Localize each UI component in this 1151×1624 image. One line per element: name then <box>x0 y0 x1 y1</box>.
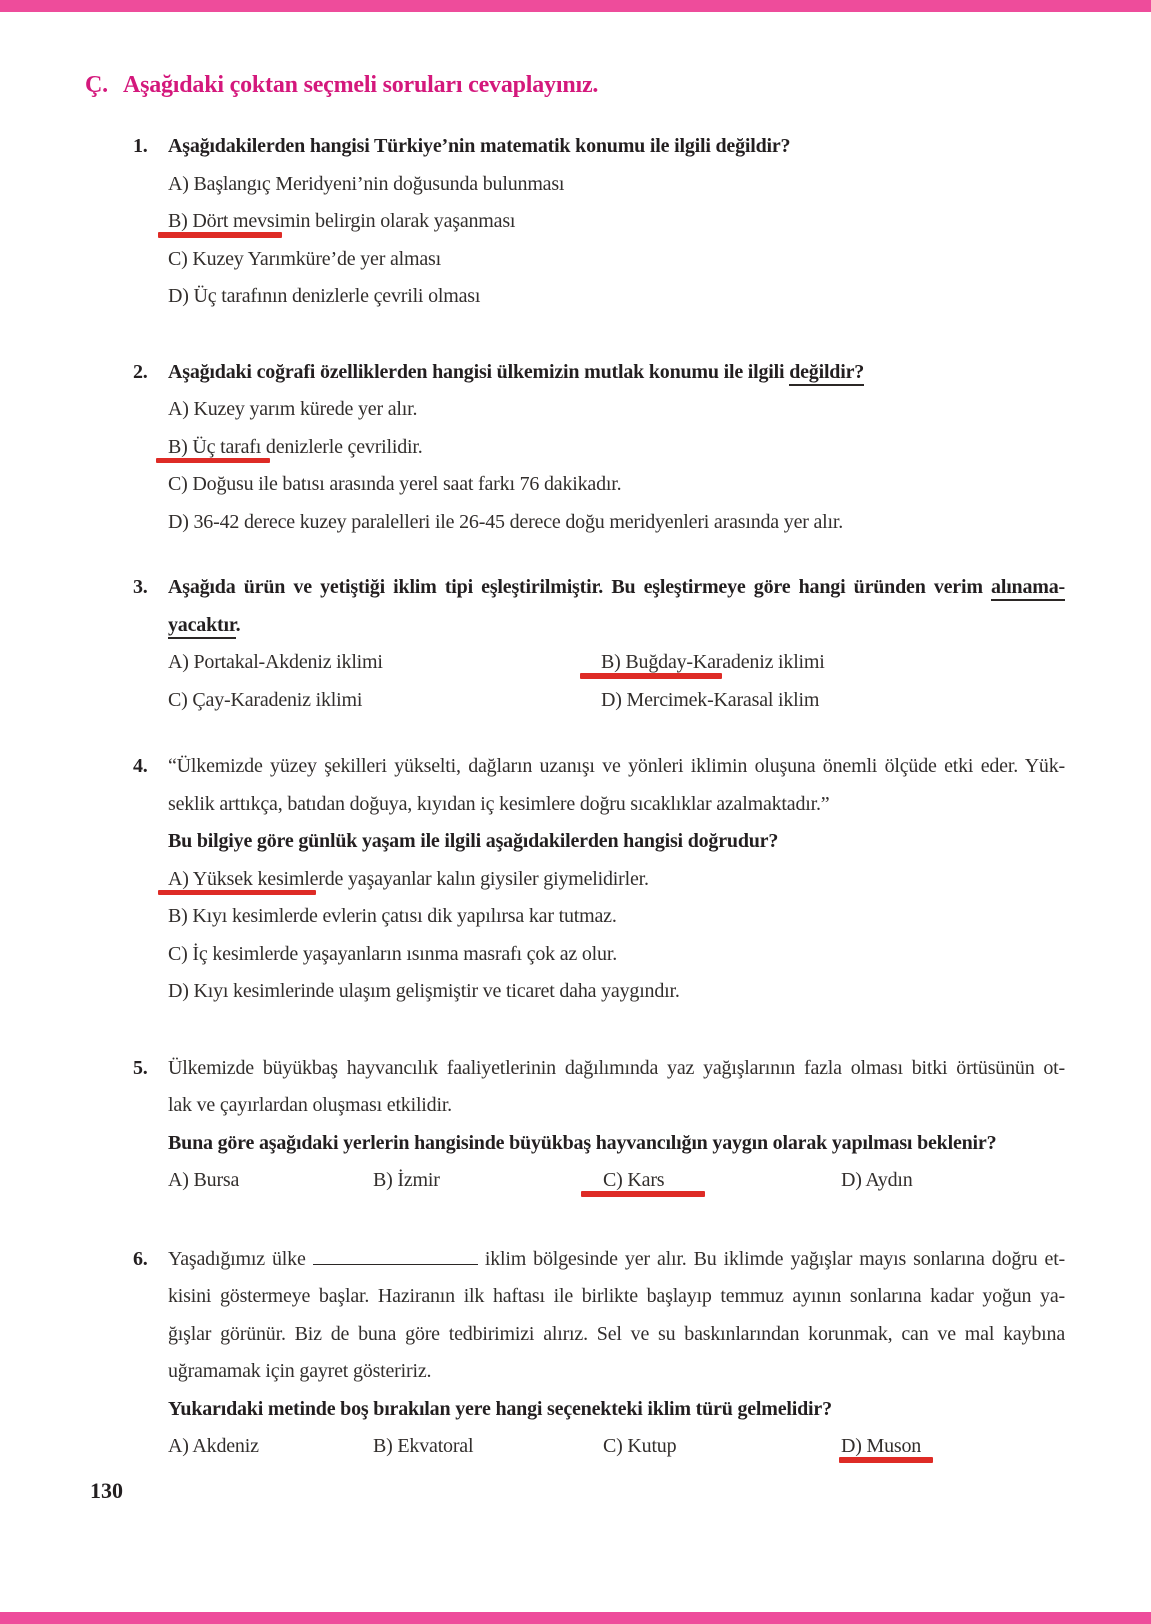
answer-option <box>168 644 601 682</box>
option-text: C) Doğusu ile batısı arasında yerel saat farkı 76 dakikadır. <box>168 473 622 495</box>
option-text: A) Başlangıç Meridyeni’nin doğusunda bulunması <box>168 172 565 195</box>
option-text: D) Kıyı kesimlerinde ulaşım gelişmiştir ve ticaret daha yaygındır. <box>168 980 680 1002</box>
question-prompt: Buna göre aşağıdaki yerlerin hangisinde büyükbaş hayvancılığın yaygın olarak yapılması beklenir? <box>168 1131 997 1154</box>
answer-option <box>168 1428 373 1466</box>
question-number: 4. <box>133 755 148 777</box>
answer-option <box>603 1428 841 1466</box>
page-number: 130 <box>90 1478 123 1503</box>
answer-marker-underline <box>156 458 270 464</box>
option-text: C) İç kesimlerde yaşayanların ısınma masrafı çok az olur. <box>168 942 617 965</box>
question-intro-line: lak ve çayırlardan oluşması etkilidir. <box>168 1094 452 1116</box>
option-text: A) Akdeniz <box>168 1435 259 1457</box>
question-intro-line: ğışlar görünür. Biz de buna göre tedbirimizi alırız. Sel ve su baskınlarından korunmak, can ve mal kaybına <box>168 1322 1065 1345</box>
question-prompt: Yukarıdaki metinde boş bırakılan yere hangi seçenekteki iklim türü gelmelidir? <box>168 1397 832 1420</box>
question-number: 6. <box>133 1247 148 1270</box>
answer-marker-underline <box>158 890 316 896</box>
question-1 <box>133 128 1065 316</box>
option-text: D) Mercimek-Karasal iklim <box>601 688 820 711</box>
answer-marker-underline <box>580 673 722 679</box>
answer-option <box>168 241 1065 279</box>
question-intro-line: seklik arttıkça, batıdan doğuya, kıyıdan iç kesimlere doğru sıcaklıklar azalmaktadır.” <box>168 792 830 815</box>
answer-option <box>168 203 1065 241</box>
question-number: 2. <box>133 360 148 383</box>
section-title: Aşağıdaki çoktan seçmeli soruları cevaplayınız. <box>122 72 599 98</box>
questions-list <box>133 122 1065 1466</box>
option-text: B) Dört mevsimin belirgin olarak yaşanması <box>168 210 516 232</box>
option-text: B) Ekvatoral <box>373 1435 474 1457</box>
option-text: B) Üç tarafı denizlerle çevrilidir. <box>168 435 423 458</box>
answer-option <box>168 429 1065 467</box>
fill-in-blank <box>313 1247 478 1265</box>
question-title: yacaktır. <box>168 607 1065 645</box>
question-intro-line: Ülkemizde büyükbaş hayvancılık faaliyetlerinin dağılımında yaz yağışlarının fazla olması bitki örtüsünün ot- <box>168 1056 1065 1079</box>
question-intro-line: kisini göstermeye başlar. Haziranın ilk haftası ile birlikte başlayıp temmuz ayının sonlarına kadar yoğun ya- <box>168 1285 1065 1307</box>
question-5 <box>133 1050 1065 1200</box>
answer-option <box>168 504 1065 542</box>
answer-marker-underline <box>839 1457 933 1463</box>
emphasized-underlined-text: değildir? <box>789 361 864 386</box>
option-text: C) Kars <box>603 1169 665 1191</box>
option-text: A) Portakal-Akdeniz iklimi <box>168 651 383 673</box>
answer-option <box>168 861 1065 899</box>
option-text: A) Yüksek kesimlerde yaşayanlar kalın giysiler giymelidirler. <box>168 867 649 890</box>
question-number: 1. <box>133 135 148 157</box>
question-2 <box>133 354 1065 542</box>
answer-option <box>373 1428 603 1466</box>
answer-option <box>603 1162 841 1200</box>
option-text: D) Muson <box>841 1435 922 1457</box>
option-text: D) Üç tarafının denizlerle çevrili olması <box>168 285 481 307</box>
answer-option <box>601 644 1065 682</box>
answer-option <box>168 391 1065 429</box>
option-text: B) Buğday-Karadeniz iklimi <box>601 651 825 673</box>
option-text: C) Çay-Karadeniz iklimi <box>168 688 363 711</box>
option-text: D) Aydın <box>841 1169 913 1191</box>
question-intro-line: Yaşadığımız ülke iklim bölgesinde yer alır. Bu iklimde yağışlar mayıs sonlarına doğru et- <box>168 1247 1066 1270</box>
question-title: Aşağıdaki coğrafi özelliklerden hangisi ülkemizin mutlak konumu ile ilgili değildir? <box>168 354 1065 392</box>
options-group <box>168 166 1065 316</box>
options-group <box>168 861 1065 1011</box>
emphasized-underlined-text: alınama- <box>991 576 1065 601</box>
question-prompt: Bu bilgiye göre günlük yaşam ile ilgili aşağıdakilerden hangisi doğrudur? <box>168 830 779 852</box>
question-intro-line: “Ülkemizde yüzey şekilleri yükselti, dağların uzanışı ve yönleri iklimin oluşuna önemli ölçüde etki eder. Yük- <box>168 755 1065 777</box>
bottom-accent-bar <box>0 1612 1151 1624</box>
answer-option <box>601 682 1065 720</box>
options-group <box>168 1428 1065 1466</box>
question-4 <box>133 748 1065 1011</box>
question-intro-line: uğramamak için gayret gösteririz. <box>168 1360 432 1382</box>
option-text: B) İzmir <box>373 1169 440 1191</box>
answer-option <box>373 1162 603 1200</box>
answer-option <box>841 1428 1065 1466</box>
emphasized-underlined-text: yacaktır <box>168 614 236 639</box>
options-group <box>168 391 1065 541</box>
answer-option <box>168 278 1065 316</box>
answer-option <box>168 898 1065 936</box>
answer-option <box>168 166 1065 204</box>
option-text: C) Kuzey Yarımküre’de yer alması <box>168 247 441 270</box>
options-group <box>168 644 1065 719</box>
option-text: C) Kutup <box>603 1435 677 1457</box>
question-6 <box>133 1241 1065 1466</box>
section-header <box>85 72 598 99</box>
answer-option <box>841 1162 1065 1200</box>
option-text: D) 36-42 derece kuzey paralelleri ile 26-45 derece doğu meridyenleri arasında yer alır. <box>168 510 844 533</box>
answer-option <box>168 1162 373 1200</box>
question-number: 5. <box>133 1056 148 1079</box>
option-text: B) Kıyı kesimlerde evlerin çatısı dik yapılırsa kar tutmaz. <box>168 905 617 927</box>
top-accent-bar <box>0 0 1151 12</box>
question-title: Aşağıdakilerden hangisi Türkiye’nin matematik konumu ile ilgili değildir? <box>168 135 791 157</box>
answer-marker-underline <box>158 232 282 238</box>
option-text: A) Kuzey yarım kürede yer alır. <box>168 398 418 420</box>
answer-option <box>168 682 601 720</box>
answer-marker-underline <box>581 1191 705 1197</box>
option-text: A) Bursa <box>168 1169 240 1191</box>
question-3 <box>133 569 1065 719</box>
question-title: Aşağıda ürün ve yetiştiği iklim tipi eşleştirilmiştir. Bu eşleştirmeye göre hangi üründen verim alınama- <box>168 569 1065 607</box>
options-group <box>168 1162 1065 1200</box>
answer-option <box>168 973 1065 1011</box>
answer-option <box>168 466 1065 504</box>
question-number: 3. <box>133 576 148 598</box>
answer-option <box>168 936 1065 974</box>
section-letter: Ç. <box>85 72 108 98</box>
